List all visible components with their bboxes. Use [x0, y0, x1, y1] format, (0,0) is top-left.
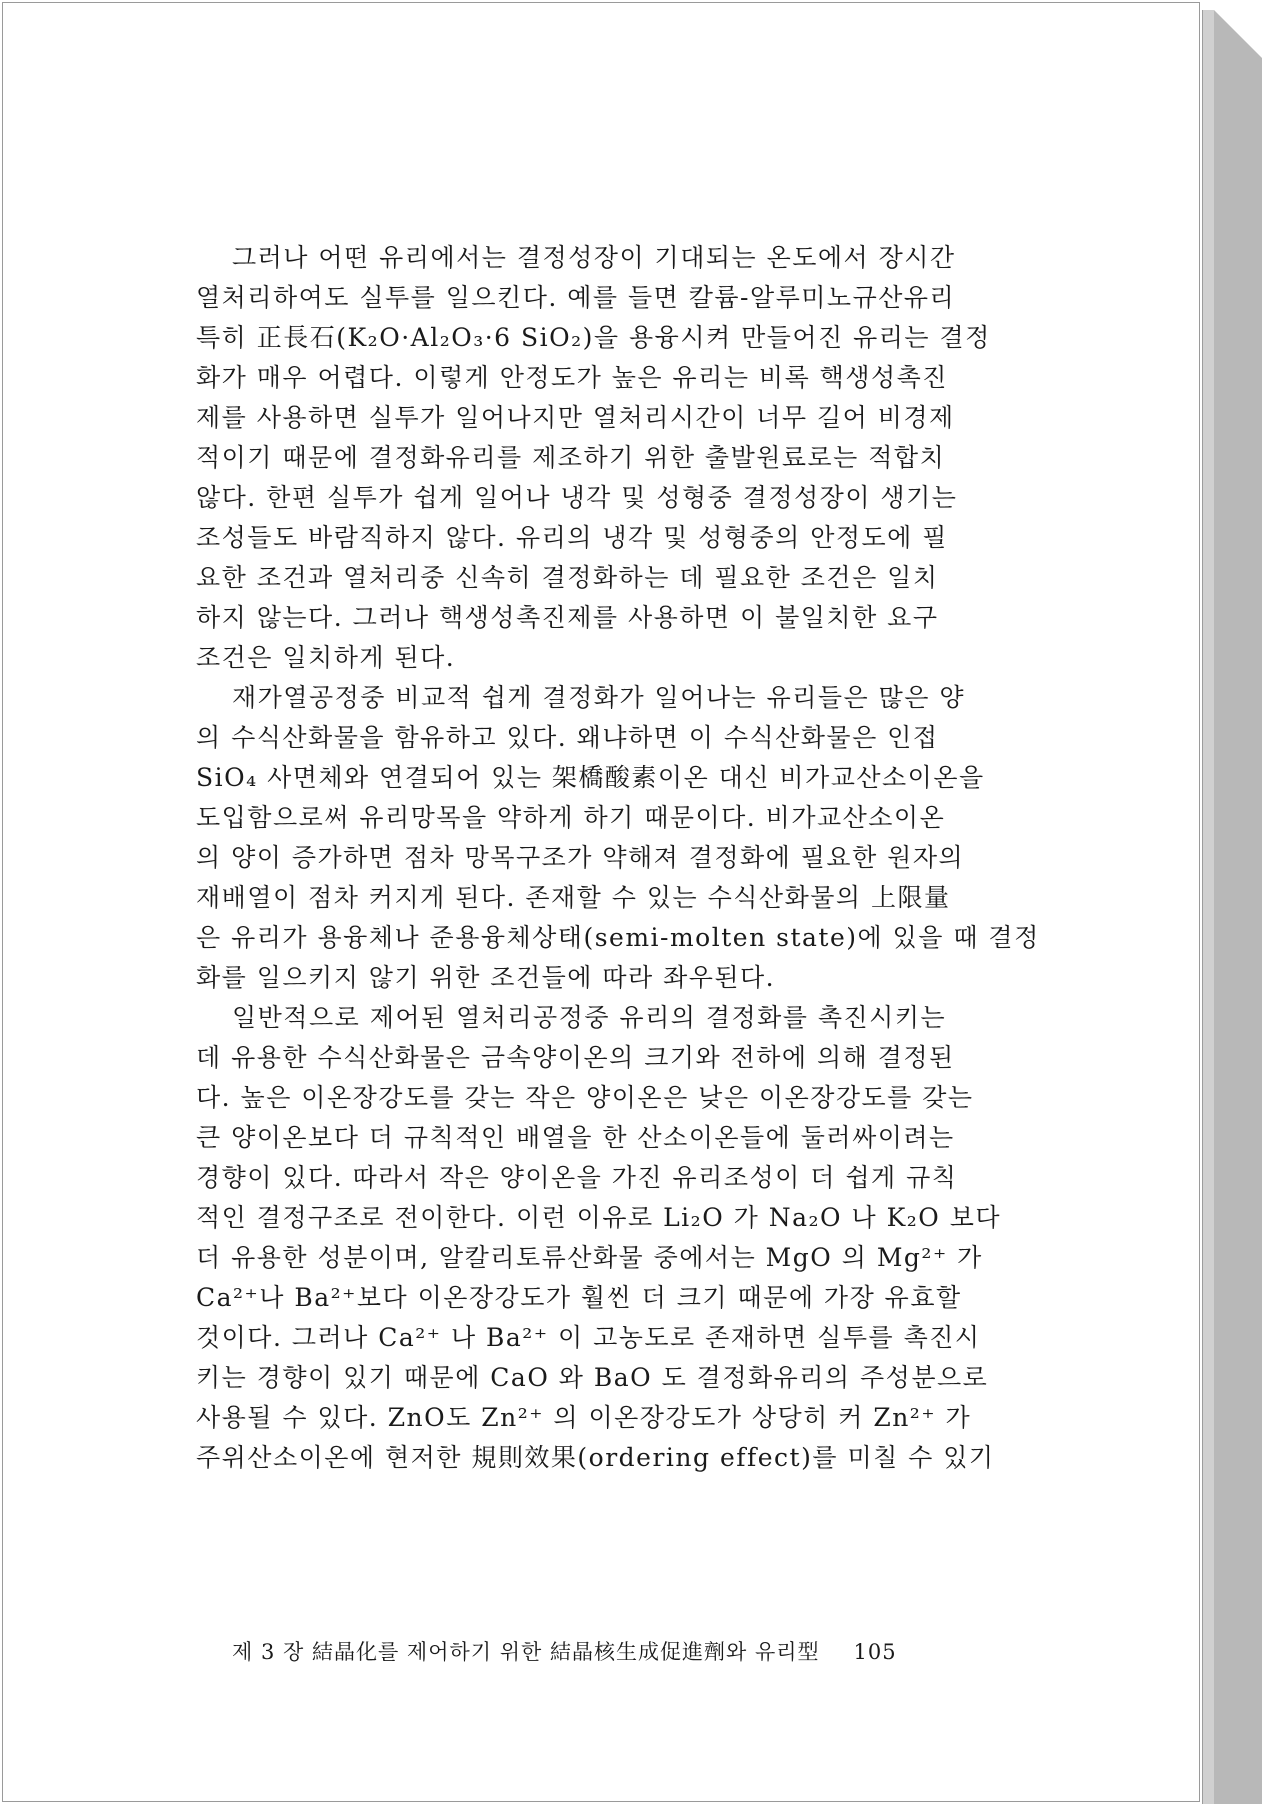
body-text: [196, 238, 1038, 1478]
paragraph: [196, 678, 1038, 998]
text-line: SiO₄ 사면체와 연결되어 있는 架橋酸素이온 대신 비가교산소이온을: [196, 763, 985, 792]
text-line: 화를 일으키지 않기 위한 조건들에 따라 좌우된다.: [196, 963, 776, 992]
text-line: 의 수식산화물을 함유하고 있다. 왜냐하면 이 수식산화물은 인접: [196, 723, 939, 752]
text-line: 열처리하여도 실투를 일으킨다. 예를 들면 칼륨-알루미노규산유리: [196, 283, 956, 312]
text-line: 주위산소이온에 현저한 規則效果(ordering effect)를 미칠 수 있기: [196, 1443, 995, 1472]
text-line: 조성들도 바람직하지 않다. 유리의 냉각 및 성형중의 안정도에 필: [196, 523, 948, 552]
text-line: 도입함으로써 유리망목을 약하게 하기 때문이다. 비가교산소이온: [196, 803, 946, 832]
text-line: 일반적으로 제어된 열처리공정중 유리의 결정화를 촉진시키는: [232, 1003, 947, 1032]
text-line: 큰 양이온보다 더 규칙적인 배열을 한 산소이온들에 둘러싸이려는: [196, 1123, 955, 1152]
running-footer: [232, 1636, 1012, 1666]
text-line: 키는 경향이 있기 때문에 CaO 와 BaO 도 결정화유리의 주성분으로: [196, 1363, 989, 1392]
page-edge-shadow: [1202, 10, 1262, 1804]
paragraph: [196, 998, 1038, 1478]
text-line: 적인 결정구조로 전이한다. 이런 이유로 Li₂O 가 Na₂O 나 K₂O 보다: [196, 1203, 1002, 1232]
text-line: 적이기 때문에 결정화유리를 제조하기 위한 출발원료로는 적합치: [196, 443, 946, 472]
text-line: 조건은 일치하게 된다.: [196, 643, 456, 672]
text-line: 데 유용한 수식산화물은 금속양이온의 크기와 전하에 의해 결정된: [196, 1043, 955, 1072]
text-line: 의 양이 증가하면 점차 망목구조가 약해져 결정화에 필요한 원자의: [196, 843, 965, 872]
text-line: 그러나 어떤 유리에서는 결정성장이 기대되는 온도에서 장시간: [232, 243, 956, 272]
text-line: 요한 조건과 열처리중 신속히 결정화하는 데 필요한 조건은 일치: [196, 563, 939, 592]
paragraph: [196, 238, 1038, 678]
text-line: 특히 正長石(K₂O·Al₂O₃·6 SiO₂)을 용융시켜 만들어진 유리는 결정: [196, 323, 991, 352]
text-line: Ca²⁺나 Ba²⁺보다 이온장강도가 훨씬 더 크기 때문에 가장 유효할: [196, 1283, 962, 1312]
text-line: 사용될 수 있다. ZnO도 Zn²⁺ 의 이온장강도가 상당히 커 Zn²⁺ 가: [196, 1403, 972, 1432]
text-line: 경향이 있다. 따라서 작은 양이온을 가진 유리조성이 더 쉽게 규칙: [196, 1163, 958, 1192]
text-line: 더 유용한 성분이며, 알칼리토류산화물 중에서는 MgO 의 Mg²⁺ 가: [196, 1243, 983, 1272]
text-line: 제를 사용하면 실투가 일어나지만 열처리시간이 너무 길어 비경제: [196, 403, 955, 432]
text-line: 하지 않는다. 그러나 핵생성촉진제를 사용하면 이 불일치한 요구: [196, 603, 939, 632]
chapter-title: 제 3 장 結晶化를 제어하기 위한 結晶核生成促進劑와 유리型: [232, 1640, 820, 1664]
text-line: 재배열이 점차 커지게 된다. 존재할 수 있는 수식산화물의 上限量: [196, 883, 951, 912]
text-line: 것이다. 그러나 Ca²⁺ 나 Ba²⁺ 이 고농도로 존재하면 실투를 촉진시: [196, 1323, 981, 1352]
text-line: 않다. 한편 실투가 쉽게 일어나 냉각 및 성형중 결정성장이 생기는: [196, 483, 958, 512]
page-number: 105: [853, 1640, 897, 1664]
text-line: 다. 높은 이온장강도를 갖는 작은 양이온은 낮은 이온장강도를 갖는: [196, 1083, 974, 1112]
text-line: 재가열공정중 비교적 쉽게 결정화가 일어나는 유리들은 많은 양: [232, 683, 966, 712]
text-line: 은 유리가 용융체나 준용융체상태(semi-molten state)에 있을 때 결정: [196, 923, 1040, 952]
text-line: 화가 매우 어렵다. 이렇게 안정도가 높은 유리는 비록 핵생성촉진: [196, 363, 948, 392]
